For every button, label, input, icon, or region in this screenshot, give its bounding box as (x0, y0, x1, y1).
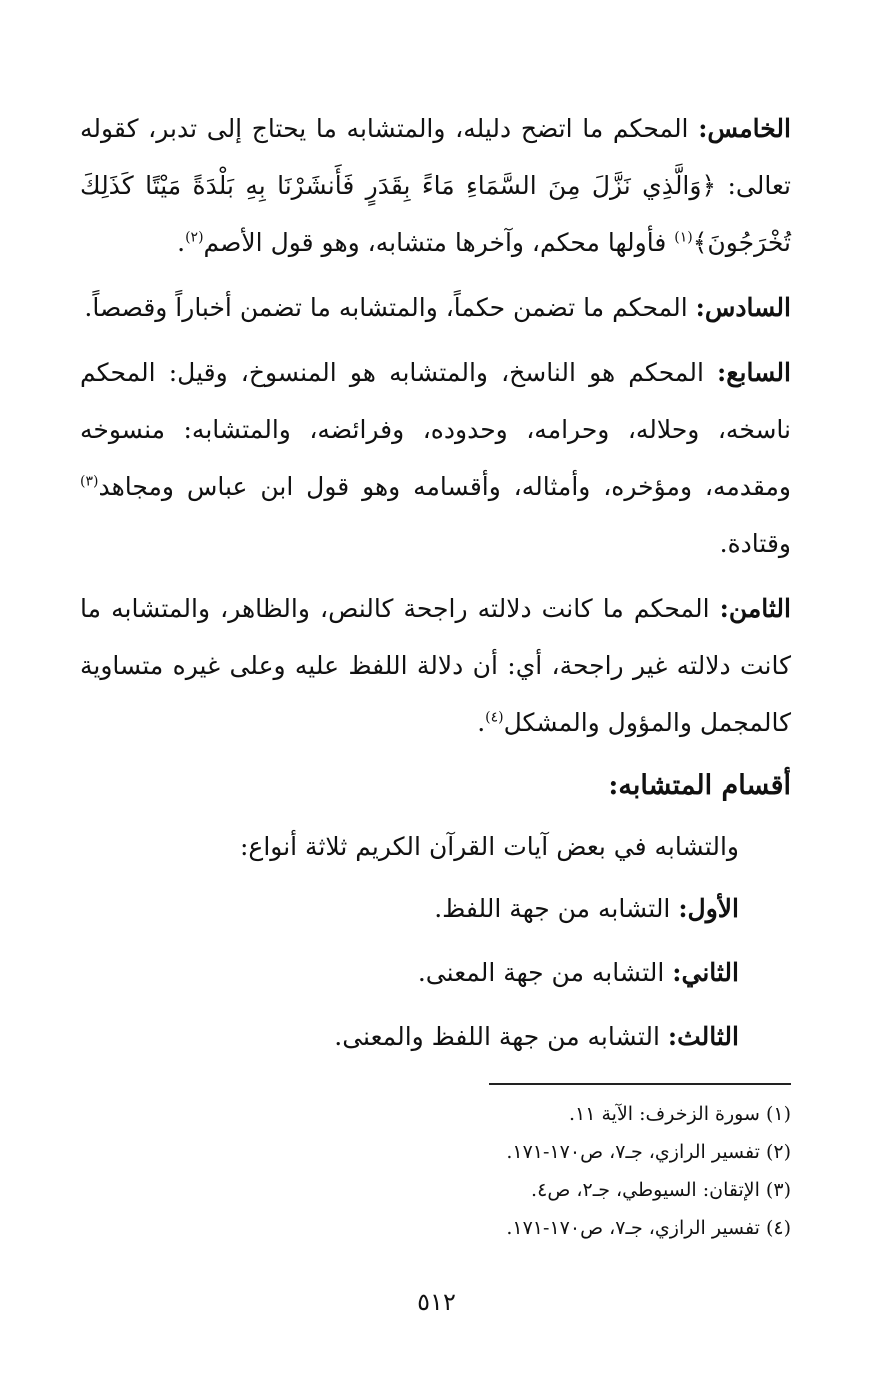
quran-verse: ﴿وَالَّذِي نَزَّلَ مِنَ السَّمَاءِ مَاءً بِقَدَرٍ فَأَنشَرْنَا بِهِ بَلْدَةً مَيْتًا كَذَلِكَ تُخْرَجُونَ﴾ (80, 171, 791, 257)
paragraph-eighth (80, 580, 791, 751)
type-item-third (80, 1005, 791, 1069)
paragraph-text: المحكم ما اتضح دليله، والمتشابه ما يحتاج إلى تدبر، كقوله تعالى: (80, 114, 791, 200)
paragraph-label: السابع: (717, 358, 791, 387)
paragraph-fifth (80, 100, 791, 271)
paragraph-text: المحكم ما تضمن حكماً، والمتشابه ما تضمن أخباراً وقصصاً. (84, 293, 696, 322)
footnote-ref-4[interactable]: (٤) (485, 709, 504, 726)
paragraph-text: المحكم هو الناسخ، والمتشابه هو المنسوخ، وقيل: المحكم ناسخه، وحلاله، وحرامه، وحدوده، وفرائضه، والمتشابه: منسوخه ومقدمه، ومؤخره، وأمثاله، وأقسامه وهو قول ابن عباس ومجاهد (80, 358, 791, 501)
paragraph-label: الخامس: (698, 114, 791, 143)
footnote-4: (٤) تفسير الرازي، جـ٧، ص١٧٠-١٧١. (506, 1217, 791, 1239)
type-text: التشابه من جهة اللفظ والمعنى. (334, 1022, 668, 1051)
type-text: التشابه من جهة اللفظ. (434, 894, 679, 923)
type-item-second (80, 941, 791, 1005)
section-intro: والتشابه في بعض آيات القرآن الكريم ثلاثة أنواع: (240, 832, 739, 861)
page-number: ٥١٢ (417, 1288, 456, 1316)
footnote-2: (٢) تفسير الرازي، جـ٧، ص١٧٠-١٧١. (506, 1141, 791, 1163)
type-label: الأول: (678, 894, 739, 923)
footnote-3: (٣) الإتقان: السيوطي، جـ٢، ص٤. (531, 1179, 791, 1201)
type-item-first (80, 877, 791, 941)
paragraph-text: فأولها محكم، وآخرها متشابه، وهو قول الأصم (203, 228, 675, 257)
footnote-1: (١) سورة الزخرف: الآية ١١. (568, 1103, 791, 1125)
paragraph-sixth (80, 279, 791, 336)
paragraph-label: السادس: (695, 293, 791, 322)
paragraph-end: وقتادة. (719, 529, 791, 558)
paragraph-label: الثامن: (719, 594, 791, 623)
type-label: الثالث: (667, 1022, 739, 1051)
paragraph-end: . (177, 228, 186, 257)
paragraph-seventh (80, 344, 791, 572)
type-text: التشابه من جهة المعنى. (417, 958, 673, 987)
paragraph-text: المحكم ما كانت دلالته راجحة كالنص، والظاهر، والمتشابه ما كانت دلالته غير راجحة، أي: أن دلالة اللفظ عليه وعلى غيره متساوية كالمجمل والمؤول والمشكل (80, 594, 791, 737)
paragraph-end: . (477, 708, 486, 737)
footnote-ref-3[interactable]: (٣) (80, 473, 99, 490)
footnote-ref-1[interactable]: (١) (674, 229, 693, 246)
footnote-divider (489, 1083, 791, 1085)
section-heading: أقسام المتشابه: (608, 770, 791, 801)
footnote-ref-2[interactable]: (٢) (185, 229, 204, 246)
type-label: الثاني: (672, 958, 739, 987)
